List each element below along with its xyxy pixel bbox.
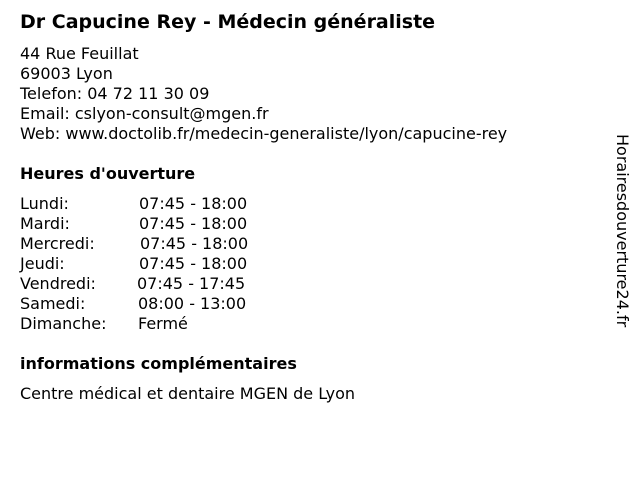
website-url: Web: www.doctolib.fr/medecin-generaliste/lyon/capucine-rey: [20, 124, 508, 143]
hours-time: 08:00 - 13:00: [138, 294, 247, 313]
info-heading: informations complémentaires: [20, 354, 297, 373]
hours-time: Fermé: [138, 314, 188, 333]
hours-row: [20, 234, 320, 254]
hours-row: [20, 254, 320, 274]
hours-time: 07:45 - 18:00: [139, 214, 248, 233]
page-title: Dr Capucine Rey - Médecin généraliste: [20, 11, 436, 33]
hours-heading: Heures d'ouverture: [20, 164, 196, 183]
hours-row: [20, 294, 320, 314]
site-watermark: Horairesdouverture24.fr: [613, 134, 632, 328]
contact-block: [20, 44, 507, 144]
hours-row: [20, 314, 320, 334]
hours-time: 07:45 - 18:00: [139, 194, 248, 213]
hours-day: Dimanche:: [20, 314, 107, 333]
hours-day: Mardi:: [20, 214, 70, 233]
hours-day: Mercredi:: [20, 234, 95, 253]
hours-time: 07:45 - 18:00: [139, 254, 248, 273]
phone-number: Telefon: 04 72 11 30 09: [20, 84, 210, 103]
hours-time: 07:45 - 18:00: [140, 234, 249, 253]
info-text: Centre médical et dentaire MGEN de Lyon: [20, 384, 356, 403]
hours-day: Vendredi:: [20, 274, 96, 293]
hours-day: Jeudi:: [20, 254, 65, 273]
hours-day: Samedi:: [20, 294, 86, 313]
street-address: 44 Rue Feuillat: [20, 44, 139, 63]
hours-day: Lundi:: [20, 194, 69, 213]
hours-row: [20, 274, 320, 294]
city-address: 69003 Lyon: [20, 64, 113, 83]
email-address: Email: cslyon-consult@mgen.fr: [20, 104, 269, 123]
hours-row: [20, 194, 320, 214]
hours-row: [20, 214, 320, 234]
hours-time: 07:45 - 17:45: [137, 274, 246, 293]
hours-table: [20, 194, 320, 334]
